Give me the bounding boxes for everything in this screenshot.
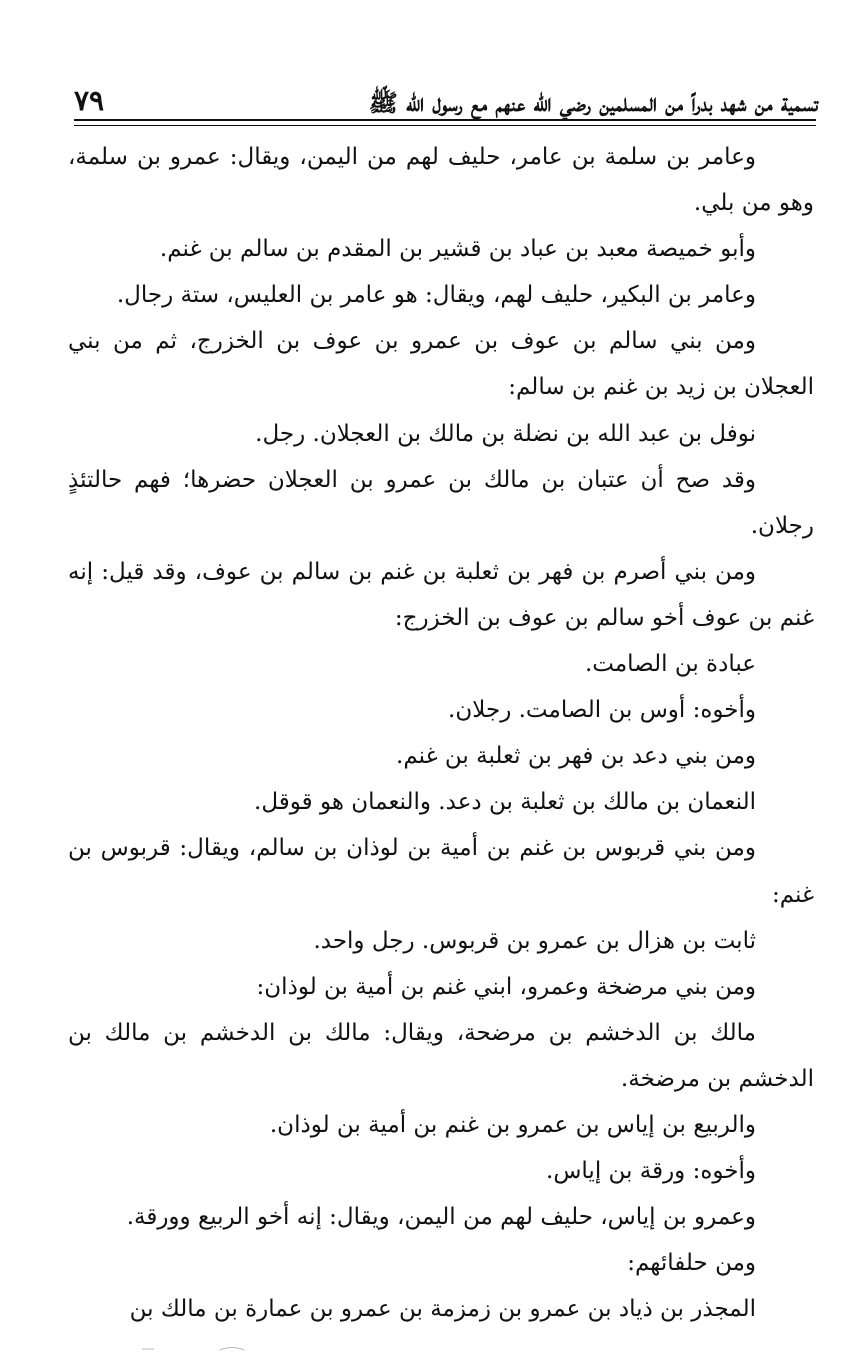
paragraph: نوفل بن عبد الله بن نضلة بن مالك بن العجلان. رجل. [255, 420, 756, 447]
paragraph: ومن حلفائهم: [627, 1250, 756, 1277]
paragraph: وأبو خميصة معبد بن عباد بن قشير بن المقدم بن سالم بن غنم. [159, 236, 756, 263]
paragraph: ومن بني سالم بن عوف بن عمرو بن عوف بن الخزرج، ثم من بني العجلان بن زيد بن غنم بن سالم: [68, 328, 814, 401]
paragraph: وعمرو بن إياس، حليف لهم من اليمن، ويقال: إنه أخو الربيع وورقة. [126, 1204, 756, 1231]
paragraph: ومن بني دعد بن فهر بن ثعلبة بن غنم. [396, 743, 756, 770]
scan-marks [140, 1344, 250, 1352]
body-text [68, 134, 814, 1332]
paragraph: وعامر بن البكير، حليف لهم، ويقال: هو عامر بن العليس، ستة رجال. [116, 282, 756, 309]
paragraph: وأخوه: ورقة بن إياس. [546, 1158, 756, 1185]
paragraph: وأخوه: أوس بن الصامت. رجلان. [448, 697, 756, 724]
page-number: ٧٩ [74, 84, 105, 117]
paragraph: والربيع بن إياس بن عمرو بن غنم بن أمية بن لوذان. [269, 1111, 756, 1138]
running-header [74, 84, 818, 124]
paragraph: ومن بني أصرم بن فهر بن ثعلبة بن غنم بن سالم بن عوف، وقد قيل: إنه غنم بن عوف أخو سالم بن عوف بن الخزرج: [68, 558, 814, 631]
paragraph: مالك بن الدخشم بن مرضحة، ويقال: مالك بن الدخشم بن مالك بن الدخشم بن مرضخة. [68, 1019, 814, 1092]
paragraph: ثابت بن هزال بن عمرو بن قربوس. رجل واحد. [313, 927, 756, 954]
paragraph: ومن بني مرضخة وعمرو، ابني غنم بن أمية بن لوذان: [256, 973, 756, 1000]
paragraph: المجذر بن ذياد بن عمرو بن زمزمة بن عمرو بن عمارة بن مالك بن [129, 1296, 756, 1323]
paragraph: عبادة بن الصامت. [584, 651, 756, 678]
header-rule-thick [74, 119, 816, 121]
running-header-title: تسمية من شهد بدراً من المسلمين رضي الله عنهم مع رسول الله ﷺ [368, 88, 818, 117]
paragraph: وقد صح أن عتبان بن مالك بن عمرو بن العجلان حضرها؛ فهم حالتئذٍ رجلان. [68, 466, 814, 539]
paragraph: ومن بني قربوس بن غنم بن أمية بن لوذان بن سالم، ويقال: قربوس بن غنم: [68, 835, 814, 908]
header-rule-thin [74, 125, 816, 126]
paragraph: وعامر بن سلمة بن عامر، حليف لهم من اليمن، ويقال: عمرو بن سلمة، وهو من بلي. [68, 144, 814, 217]
paragraph: النعمان بن مالك بن ثعلبة بن دعد. والنعمان هو قوقل. [254, 789, 756, 816]
